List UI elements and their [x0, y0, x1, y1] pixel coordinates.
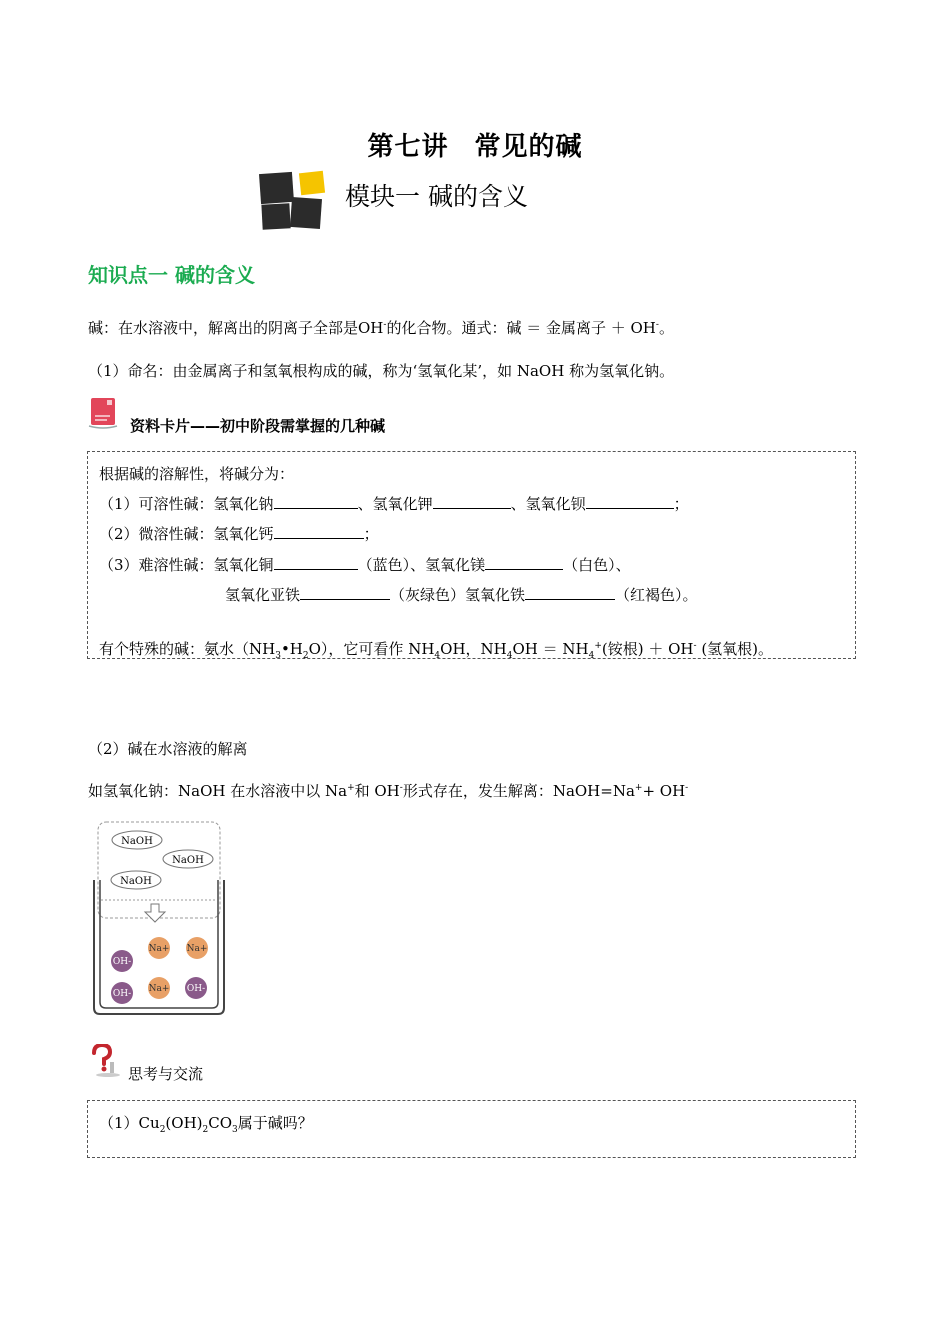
ion-label: OH- [112, 957, 132, 967]
fill-blank[interactable] [274, 494, 358, 509]
data-card-icon [88, 397, 118, 429]
molecule-label: NaOH [120, 876, 152, 887]
think-title: 思考与交流 [128, 1065, 204, 1083]
naming-paragraph: （1）命名：由金属离子和氢氧根构成的碱，称为‘氢氧化某’，如 NaOH 称为氢氧化钠。 [88, 362, 675, 380]
fill-blank[interactable] [300, 585, 390, 600]
module-title: 模块一 碱的含义 [345, 182, 528, 211]
knowledge-point-title: 知识点一 碱的含义 [88, 263, 255, 287]
fill-blank[interactable] [586, 494, 674, 509]
definition-paragraph: 碱：在水溶液中，解离出的阴离子全部是OH-的化合物。通式：碱 ＝ 金属离子 ＋ OH-。 [88, 319, 674, 337]
question-1: $(1)Cu_2(OH)_2CO_3$属于碱吗？ [99, 1114, 313, 1135]
module-blocks-icon [258, 170, 328, 230]
fill-blank[interactable] [274, 524, 364, 539]
data-card-title: 资料卡片——初中阶段需掌握的几种碱 [130, 417, 386, 435]
page-title [0, 126, 950, 163]
question-mark-icon [88, 1044, 122, 1078]
card-intro: 根据碱的溶解性，将碱分为： [99, 465, 295, 483]
ion-label: OH- [186, 984, 206, 994]
dissociation-heading: （2）碱在水溶液的解离 [88, 740, 248, 758]
title-lesson: 第七讲 [367, 132, 449, 162]
title-topic: 常见的碱 [474, 132, 583, 162]
insoluble-bases-line: （3）难溶性碱：氢氧化铜 （蓝色）、氢氧化镁 （白色）、 [99, 556, 631, 574]
ammonia-note: 有个特殊的碱：氨水$(NH_3•H_2O)$，它可看作 $NH_4OH$，$NH_4OH = NH_4^+$(铵根) ＋ OH- (氢氧根)。 [99, 640, 774, 661]
fill-blank[interactable] [485, 555, 563, 570]
ion-label: Na+ [148, 944, 170, 954]
fill-blank[interactable] [525, 585, 615, 600]
think-box [87, 1100, 856, 1158]
fill-blank[interactable] [433, 494, 511, 509]
ion-label: Na+ [186, 944, 208, 954]
molecule-label: NaOH [121, 836, 153, 847]
fill-blank[interactable] [274, 555, 358, 570]
dissociation-text: 如氢氧化钠：NaOH 在水溶液中以 Na+和 OH-形式存在，发生解离：NaOH=Na++ OH- [88, 782, 689, 800]
slightly-soluble-line: （2）微溶性碱：氢氧化钙 ； [99, 525, 379, 543]
ion-label: OH- [112, 989, 132, 999]
naoh-dissociation-diagram [88, 818, 230, 1016]
ion-label: Na+ [148, 984, 170, 994]
soluble-bases-line: （1）可溶性碱：氢氧化钠 、氢氧化钾 、氢氧化钡 ； [99, 495, 689, 513]
data-card-box [87, 451, 856, 659]
insoluble-bases-line-2: 氢氧化亚铁 （灰绿色）氢氧化铁 （红褐色）。 [225, 586, 698, 604]
molecule-label: NaOH [172, 855, 204, 866]
